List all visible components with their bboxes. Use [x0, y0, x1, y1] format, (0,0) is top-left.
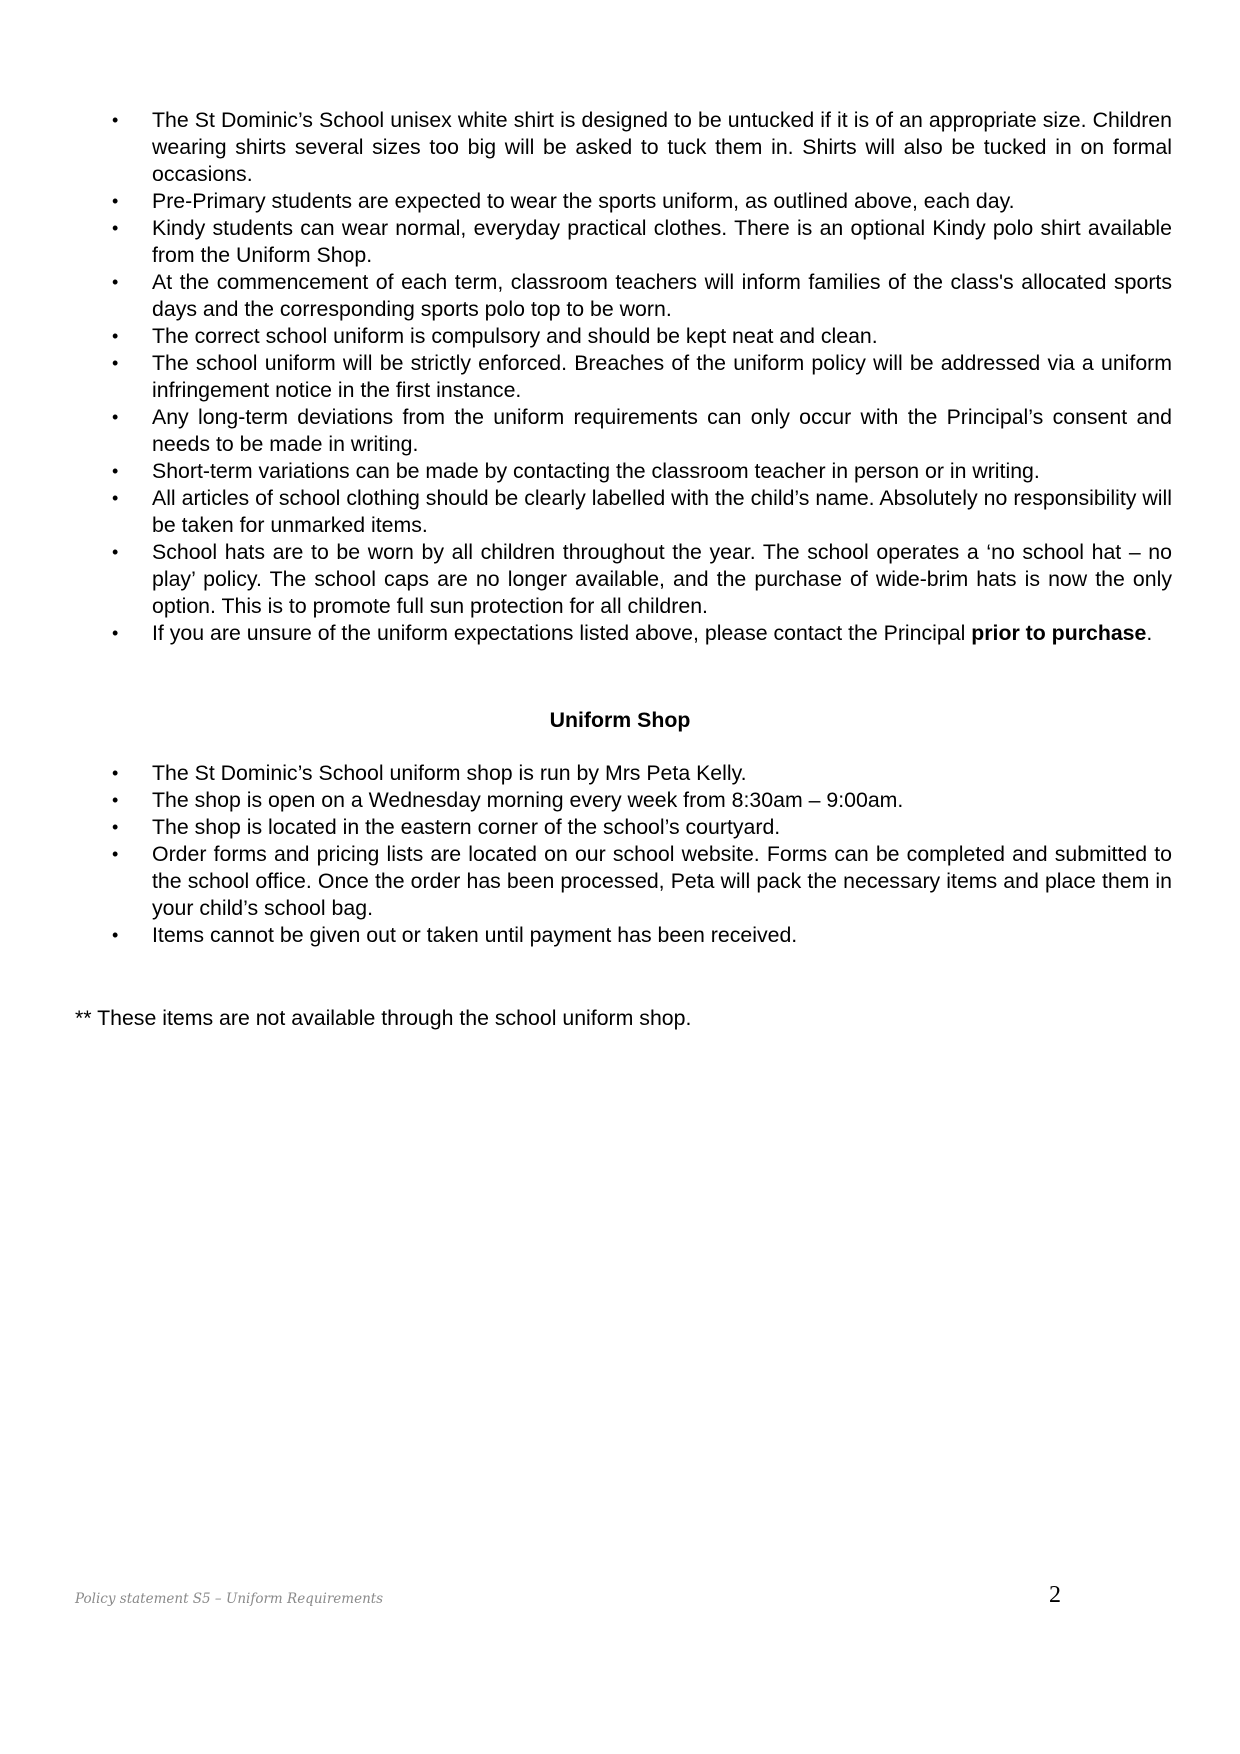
bullet-icon: • [112, 790, 119, 810]
bullet-icon: • [112, 191, 119, 211]
list-item-text [152, 485, 1172, 539]
list-item-trailing-text: . [1146, 621, 1153, 645]
list-item-text [152, 841, 1172, 922]
footnote: ** These items are not available through the school uniform shop. [75, 1006, 692, 1030]
bullet-icon: • [112, 353, 119, 373]
bullet-icon: • [112, 326, 119, 346]
list-item-main-text: If you are unsure of the uniform expectations listed above, please contact the Principal [152, 621, 972, 645]
list-item-main-text: At the commencement of each term, classroom teachers will inform families of the class's allocated sports days and the corresponding sports polo top to be worn. [152, 270, 1172, 321]
list-item [112, 107, 1172, 188]
list-item-main-text: The correct school uniform is compulsory and should be kept neat and clean. [152, 324, 878, 348]
list-item [112, 188, 1172, 215]
list-item-text [152, 269, 1172, 323]
list-item-bold-text: prior to purchase [971, 621, 1147, 645]
list-item-main-text: The St Dominic’s School uniform shop is run by Mrs Peta Kelly. [152, 761, 747, 785]
list-item-main-text: The shop is located in the eastern corner of the school’s courtyard. [152, 815, 781, 839]
list-item [112, 485, 1172, 539]
list-item-main-text: Short-term variations can be made by contacting the classroom teacher in person or in writing. [152, 459, 1040, 483]
bullet-icon: • [112, 817, 119, 837]
list-item [112, 323, 1172, 350]
list-item-main-text: The school uniform will be strictly enforced. Breaches of the uniform policy will be addressed via a uniform infringement notice in the first instance. [152, 351, 1172, 402]
list-item-text [152, 814, 1172, 841]
list-item-main-text: The St Dominic’s School unisex white shirt is designed to be untucked if it is of an appropriate size. Children wearing shirts several sizes too big will be asked to tuck them in. Shirts will also be tucked in on formal occasions. [152, 108, 1172, 186]
list-item [112, 350, 1172, 404]
footer-title: Policy statement S5 – Uniform Requirements [75, 1591, 384, 1607]
list-item-text [152, 620, 1172, 647]
list-item-main-text: The shop is open on a Wednesday morning every week from 8:30am – 9:00am. [152, 788, 904, 812]
bullet-icon: • [112, 623, 119, 643]
bullet-icon: • [112, 488, 119, 508]
list-item-text [152, 787, 1172, 814]
list-item [112, 269, 1172, 323]
list-item [112, 620, 1172, 647]
uniform-shop-list [112, 760, 1172, 949]
bullet-icon: • [112, 110, 119, 130]
list-item-text [152, 215, 1172, 269]
page-number: 2 [1049, 1582, 1061, 1608]
bullet-icon: • [112, 844, 119, 864]
list-item [112, 922, 1172, 949]
bullet-icon: • [112, 925, 119, 945]
list-item [112, 539, 1172, 620]
list-item [112, 458, 1172, 485]
list-item-main-text: School hats are to be worn by all children throughout the year. The school operates a ‘no school hat – no play’ policy. The school caps are no longer available, and the purchase of wide-brim hats is now the only option. This is to promote full sun protection for all children. [152, 540, 1172, 618]
list-item-text [152, 323, 1172, 350]
list-item [112, 787, 1172, 814]
uniform-shop-heading: Uniform Shop [549, 708, 691, 732]
list-item-main-text: All articles of school clothing should be clearly labelled with the child’s name. Absolutely no responsibility will be taken for unmarked items. [152, 486, 1172, 537]
list-item-text [152, 107, 1172, 188]
list-item [112, 404, 1172, 458]
list-item-text [152, 539, 1172, 620]
list-item-main-text: Any long-term deviations from the uniform requirements can only occur with the Principal’s consent and needs to be made in writing. [152, 405, 1172, 456]
list-item-text [152, 350, 1172, 404]
bullet-icon: • [112, 461, 119, 481]
list-item [112, 841, 1172, 922]
bullet-icon: • [112, 218, 119, 238]
bullet-icon: • [112, 272, 119, 292]
list-item [112, 215, 1172, 269]
list-item-text [152, 458, 1172, 485]
list-item-main-text: Items cannot be given out or taken until payment has been received. [152, 923, 798, 947]
list-item-text [152, 404, 1172, 458]
list-item-text [152, 760, 1172, 787]
list-item-main-text: Pre-Primary students are expected to wear the sports uniform, as outlined above, each day. [152, 189, 1015, 213]
uniform-rules-list [112, 107, 1172, 647]
list-item-text [152, 188, 1172, 215]
list-item-text [152, 922, 1172, 949]
bullet-icon: • [112, 407, 119, 427]
list-item-main-text: Order forms and pricing lists are located on our school website. Forms can be completed and submitted to the school office. Once the order has been processed, Peta will pack the necessary items and place them in your child’s school bag. [152, 842, 1172, 920]
list-item [112, 760, 1172, 787]
bullet-icon: • [112, 542, 119, 562]
list-item-main-text: Kindy students can wear normal, everyday practical clothes. There is an optional Kindy polo shirt available from the Uniform Shop. [152, 216, 1172, 267]
list-item [112, 814, 1172, 841]
bullet-icon: • [112, 763, 119, 783]
